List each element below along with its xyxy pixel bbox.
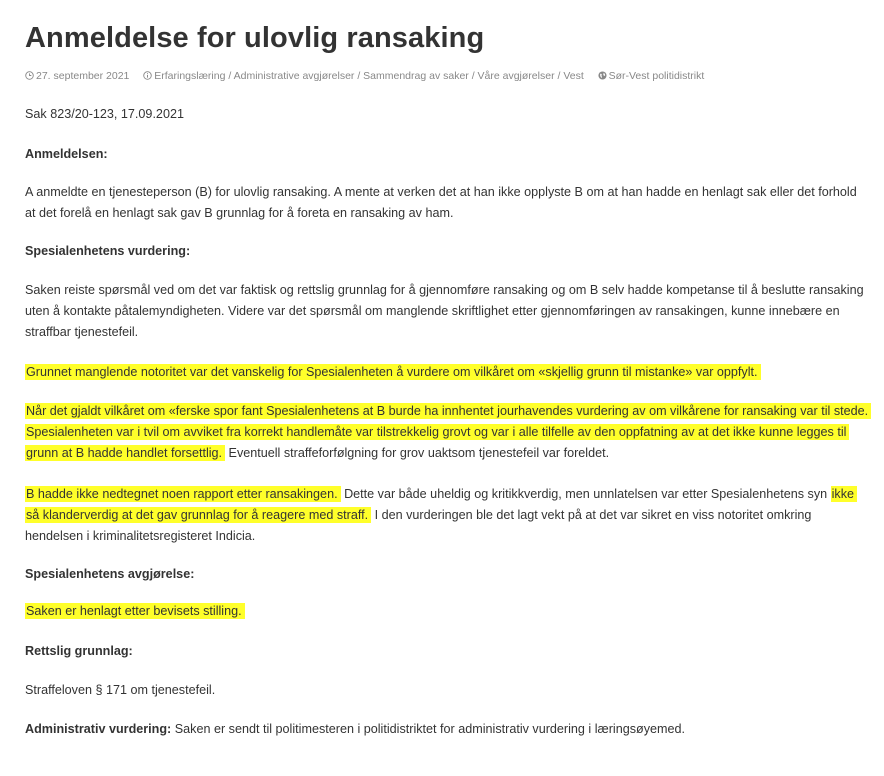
highlighted-text: B hadde ikke nedtegnet noen rapport etter ransakingen. — [25, 486, 341, 502]
case-reference: Sak 823/20-123, 17.09.2021 — [25, 107, 184, 121]
paragraph-vurdering-3 — [25, 401, 870, 464]
paragraph-text: Eventuell straffeforfølgning for grov uaktsom tjenestefeil var foreldet. — [225, 446, 610, 460]
paragraph-avgjorelse — [25, 601, 870, 622]
article-categories[interactable]: Erfaringslæring / Administrative avgjørelser / Sammendrag av saker / Våre avgjørelser / Vest — [154, 70, 584, 82]
paragraph-vurdering-2 — [25, 362, 870, 383]
paragraph-anmeldelsen: A anmeldte en tjenesteperson (B) for ulovlig ransaking. A mente at verken det at han ikke opplyste B om at han hadde en henlagt sak eller det forhold at det forelå en henlagt sak gav B grunnlag for å foreta en ransaking av ham. — [25, 185, 857, 220]
paragraph-text: Dette var både uheldig og kritikkverdig, men unnlatelsen var etter Spesialenhetens syn — [340, 487, 831, 501]
clock-icon — [25, 71, 34, 83]
heading-rettslig: Rettslig grunnlag: — [25, 644, 133, 658]
heading-anmeldelsen: Anmeldelsen: — [25, 147, 108, 161]
highlighted-text: Når det gjaldt vilkåret om «ferske spor fant Spesialenhetens at B burde ha innhentet jourhavendes vurdering av om vilkårene for ransaking var til stede. Spesialenheten var i tvil om avviket fra korrekt handlemåte var tilstrekkelig grovt og var i alle tilfelle av den oppfatning av at det ikke kunne legges til grunn at B hadde handlet forsettlig. — [25, 403, 871, 461]
paragraph-rettslig: Straffeloven § 171 om tjenestefeil. — [25, 683, 216, 697]
info-circle-icon — [143, 71, 152, 83]
paragraph-vurdering-4 — [25, 484, 870, 547]
highlighted-text: Grunnet manglende notoritet var det vanskelig for Spesialenheten å vurdere om vilkåret om «skjellig grunn til mistanke» var oppfylt. — [25, 364, 761, 380]
highlighted-text: ikke så klanderverdig at det gav grunnlag for å reagere med straff. — [25, 486, 857, 523]
paragraph-admin — [25, 719, 870, 740]
article-meta — [25, 70, 704, 83]
paragraph-text: I den vurderingen ble det lagt vekt på at det var sikret en viss notoritet omkring hendelsen i kriminalitetsregisteret Indicia. — [25, 508, 812, 543]
heading-admin: Administrativ vurdering: — [25, 722, 172, 736]
heading-vurdering: Spesialenhetens vurdering: — [25, 244, 191, 258]
paragraph-text: Saken er sendt til politimesteren i politidistriktet for administrativ vurdering i læringsøyemed. — [171, 722, 685, 736]
article-date: 27. september 2021 — [36, 70, 130, 82]
page-title: Anmeldelse for ulovlig ransaking — [25, 22, 485, 54]
paragraph-vurdering-1: Saken reiste spørsmål ved om det var faktisk og rettslig grunnlag for å gjennomføre ransaking og om B selv hadde kompetanse til å beslutte ransaking uten å kontakte påtalemyndigheten. Videre var det spørsmål om manglende skriftlighet etter gjennomføringen av ransakingen, kunne innebære en straffbar tjenestefeil. — [25, 283, 864, 339]
highlighted-text: Saken er henlagt etter bevisets stilling. — [25, 603, 245, 619]
globe-icon — [598, 71, 607, 83]
article-district[interactable]: Sør-Vest politidistrikt — [608, 70, 705, 82]
heading-avgjorelse: Spesialenhetens avgjørelse: — [25, 567, 195, 581]
